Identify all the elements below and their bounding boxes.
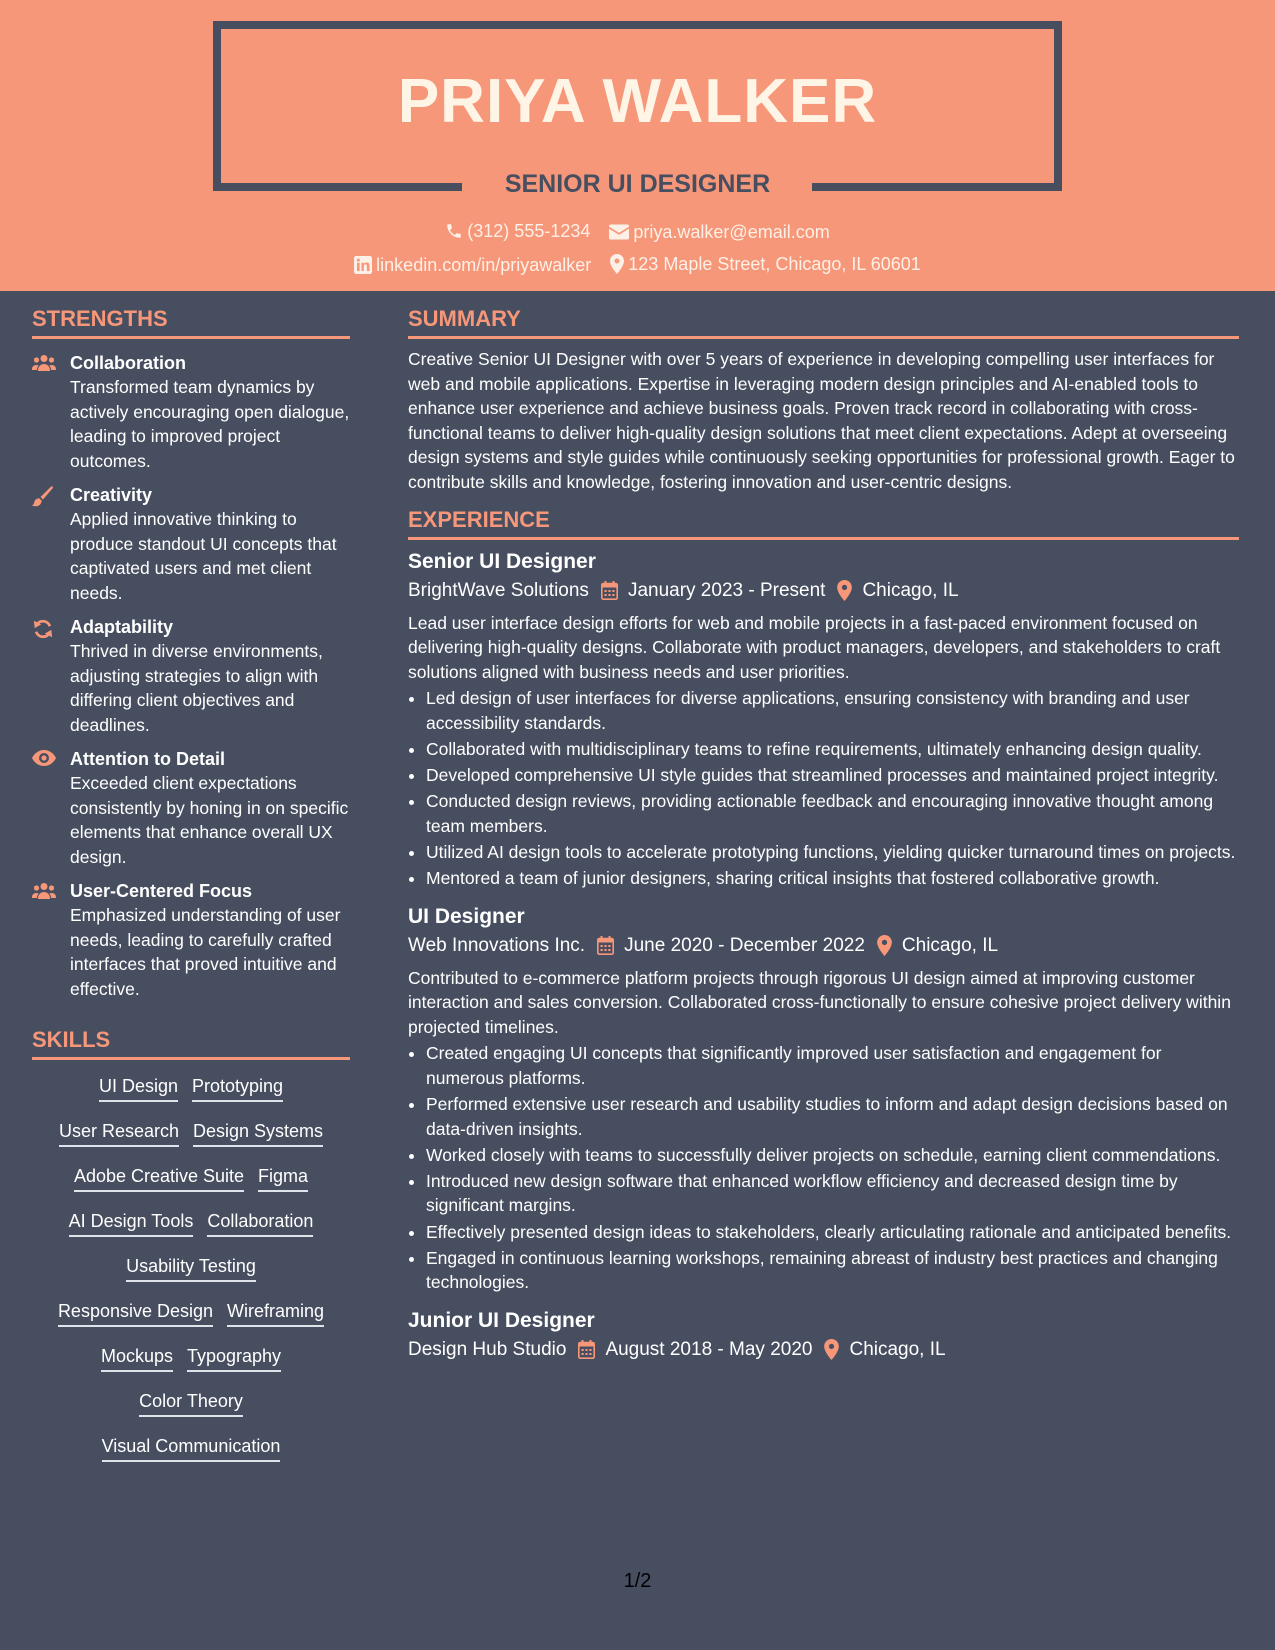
skill-row (32, 1299, 350, 1327)
job-bullet: • Developed comprehensive UI style guides that streamlined processes and maintained project integrity. (426, 763, 1239, 788)
job-company: Design Hub Studio (408, 1338, 567, 1360)
candidate-role: SENIOR UI DESIGNER (504, 170, 771, 198)
job-bullet: • Worked closely with teams to successfully deliver projects on schedule, earning client commendations. (426, 1143, 1239, 1168)
strength-item (32, 483, 350, 605)
job-description: Lead user interface design efforts for web and mobile projects in a fast-paced environment focused on delivering high-quality designs. Collaborate with product managers, developers, and stakeholders to craft solutions aligned with business needs and user priorities. (408, 612, 1221, 682)
strength-item (32, 747, 350, 869)
strength-item (32, 615, 350, 737)
skill-tag: Responsive Design (58, 1299, 213, 1327)
job-entry (408, 548, 1239, 891)
refresh-icon (32, 618, 54, 640)
skill-tag: Figma (258, 1164, 308, 1192)
contact-email[interactable] (609, 220, 829, 244)
job-bullet: • Introduced new design software that enhanced workflow efficiency and decreased design time by significant margins. (426, 1169, 1239, 1218)
phone-icon (445, 222, 463, 240)
skill-tag: Typography (187, 1344, 281, 1372)
job-bullet: • Conducted design reviews, providing actionable feedback and encouraging innovative thought among team members. (426, 789, 1239, 838)
skill-tag: Adobe Creative Suite (74, 1164, 244, 1192)
job-company: Web Innovations Inc. (408, 934, 586, 956)
skill-row (32, 1209, 350, 1237)
job-bullet: • Utilized AI design tools to accelerate prototyping functions, yielding quicker turnaround times on projects. (426, 840, 1239, 865)
experience-heading: EXPERIENCE (408, 505, 1239, 540)
skill-tag: Wireframing (227, 1299, 324, 1327)
map-pin-icon (837, 580, 852, 601)
skill-tag: Design Systems (193, 1119, 323, 1147)
skill-row (32, 1434, 350, 1462)
experience-list (408, 548, 1239, 1365)
address-text: 123 Maple Street, Chicago, IL 60601 (628, 254, 921, 274)
map-pin-icon (824, 1339, 839, 1360)
job-location: Chicago, IL (862, 579, 959, 601)
resume-header (0, 0, 1275, 291)
strength-title: Creativity (70, 485, 153, 505)
job-title: Senior UI Designer (408, 549, 596, 573)
job-bullet: • Collaborated with multidisciplinary teams to refine requirements, ultimately enhancing design quality. (426, 737, 1239, 762)
job-description: Contributed to e-commerce platform projects through rigorous UI design aimed at improving customer interaction and sales conversion. Collaborated cross-functionally to ensure cohesive project delivery within projected timelines. (408, 967, 1231, 1037)
job-location: Chicago, IL (849, 1338, 946, 1360)
contact-linkedin[interactable] (354, 253, 591, 277)
strength-title: Attention to Detail (70, 749, 225, 769)
calendar-icon (597, 936, 614, 955)
eye-icon (32, 750, 56, 766)
linkedin-icon (354, 256, 372, 274)
job-bullet: • Engaged in continuous learning workshops, remaining abreast of industry best practices and changing technologies. (426, 1246, 1239, 1295)
job-title: UI Designer (408, 904, 525, 928)
map-pin-icon (877, 935, 892, 956)
paintbrush-icon (32, 486, 54, 508)
strengths-heading: STRENGTHS (32, 304, 350, 339)
right-column (408, 304, 1239, 1377)
skill-tag: User Research (59, 1119, 179, 1147)
skills-heading: SKILLS (32, 1025, 350, 1060)
job-dates: June 2020 - December 2022 (624, 934, 865, 956)
map-pin-icon (610, 254, 624, 274)
strength-desc: Thrived in diverse environments, adjusting strategies to align with differing client objectives and deadlines. (70, 641, 323, 735)
job-dates: August 2018 - May 2020 (605, 1338, 813, 1360)
job-entry (408, 903, 1239, 1295)
skill-row (32, 1119, 350, 1147)
candidate-name: PRIYA WALKER (397, 67, 878, 136)
job-bullets (408, 1041, 1239, 1294)
skill-tag: Prototyping (192, 1074, 283, 1102)
job-bullet: • Effectively presented design ideas to stakeholders, clearly articulating rationale and anticipated benefits. (426, 1220, 1239, 1245)
skill-row (32, 1074, 350, 1102)
contact-row-2 (0, 252, 1275, 280)
job-company: BrightWave Solutions (408, 579, 589, 601)
skill-row (32, 1254, 350, 1282)
summary-heading: SUMMARY (408, 304, 1239, 339)
phone-text: (312) 555-1234 (467, 221, 591, 241)
email-text: priya.walker@email.com (633, 222, 830, 242)
strength-item (32, 351, 350, 473)
skill-tag: Visual Communication (102, 1434, 281, 1462)
calendar-icon (601, 581, 618, 600)
skill-row (32, 1389, 350, 1417)
strength-title: User-Centered Focus (70, 881, 253, 901)
summary-text: Creative Senior UI Designer with over 5 years of experience in developing compelling user interfaces for web and mobile applications. Expertise in leveraging modern design principles and AI-enabled tools to enhance user experience and achieve business goals. Proven track record in collaborating with cross-functional teams to deliver high-quality design solutions that meet client expectations. Adept at overseeing design systems and style guides while continuously seeking opportunities for professional growth. Eager to contribute skills and knowledge, fostering innovation and user-centric designs. (408, 349, 1235, 492)
contact-address (610, 252, 921, 276)
job-bullets (408, 686, 1239, 890)
users-icon (32, 882, 56, 900)
strength-desc: Emphasized understanding of user needs, leading to carefully crafted interfaces that proved intuitive and effective. (70, 905, 341, 999)
job-meta (408, 1335, 1239, 1365)
strength-desc: Applied innovative thinking to produce standout UI concepts that captivated users and met client needs. (70, 509, 337, 603)
skill-tag: AI Design Tools (69, 1209, 194, 1237)
job-title: Junior UI Designer (408, 1308, 595, 1332)
users-icon (32, 354, 56, 372)
strength-desc: Exceeded client expectations consistently by honing in on specific elements that enhance overall UX design. (70, 773, 349, 867)
skill-tag: Collaboration (207, 1209, 313, 1237)
skill-row (32, 1164, 350, 1192)
job-bullet: • Mentored a team of junior designers, sharing critical insights that fostered collaborative growth. (426, 866, 1239, 891)
skill-row (32, 1344, 350, 1372)
strength-title: Adaptability (70, 617, 174, 637)
envelope-icon (609, 224, 629, 240)
skill-tag: Mockups (101, 1344, 173, 1372)
job-location: Chicago, IL (901, 934, 999, 956)
linkedin-text: linkedin.com/in/priyawalker (376, 255, 592, 275)
skill-tag: UI Design (99, 1074, 178, 1102)
strength-desc: Transformed team dynamics by actively encouraging open dialogue, leading to improved project outcomes. (70, 377, 350, 471)
skill-tag: Usability Testing (126, 1254, 256, 1282)
contact-row-1 (0, 219, 1275, 246)
job-meta (408, 931, 1239, 961)
job-dates: January 2023 - Present (627, 579, 826, 601)
job-bullet: • Led design of user interfaces for diverse applications, ensuring consistency with branding and user accessibility standards. (426, 686, 1239, 735)
job-bullet: • Performed extensive user research and usability studies to inform and adapt design decisions based on data-driven insights. (426, 1092, 1239, 1141)
left-column (32, 304, 350, 1479)
contact-phone[interactable] (445, 219, 590, 243)
strength-title: Collaboration (70, 353, 186, 373)
skills-list (32, 1074, 350, 1462)
skill-tag: Color Theory (139, 1389, 243, 1417)
strength-item (32, 879, 350, 1001)
calendar-icon (578, 1340, 595, 1359)
job-entry (408, 1307, 1239, 1365)
page-number: 1/2 (623, 1570, 652, 1592)
job-bullet: • Created engaging UI concepts that significantly improved user satisfaction and engagement for numerous platforms. (426, 1041, 1239, 1090)
job-meta (408, 576, 1239, 606)
